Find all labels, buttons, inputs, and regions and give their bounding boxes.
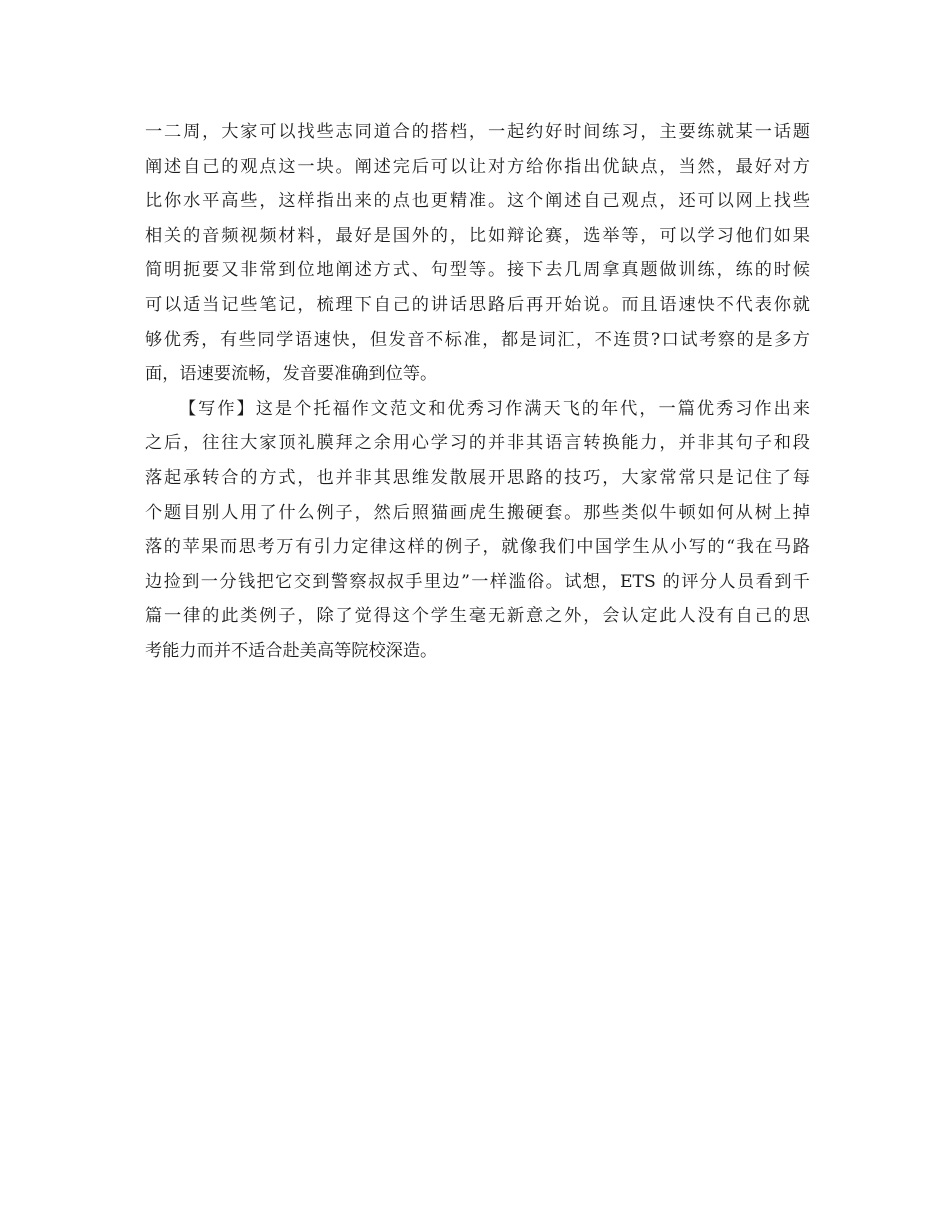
paragraph-line: 面，语速要流畅，发音要准确到位等。 [145,364,438,385]
paragraph-line: 可以适当记些笔记，梳理下自己的讲话思路后再开始说。而且语速快不代表你就 [145,294,810,315]
paragraph-line: 考能力而并不适合赴美高等院校深造。 [145,640,438,661]
paragraph-line: 落起承转合的方式，也并非其思维发散展开思路的技巧，大家常常只是记住了每 [145,467,810,488]
paragraph-line: 比你水平高些，这样指出来的点也更精准。这个阐述自己观点，还可以网上找些 [145,191,810,212]
paragraph-line: 篇一律的此类例子，除了觉得这个学生毫无新意之外，会认定此人没有自己的思 [145,606,810,627]
paragraph-line: 个题目别人用了什么例子，然后照猫画虎生搬硬套。那些类似牛顿如何从树上掉 [145,502,810,523]
paragraph-line: 【写作】这是个托福作文范文和优秀习作满天飞的年代，一篇优秀习作出来 [179,398,810,419]
paragraph-line: 阐述自己的观点这一块。阐述完后可以让对方给你指出优缺点，当然，最好对方 [145,156,810,177]
paragraph-line: 边捡到一分钱把它交到警察叔叔手里边”一样滥俗。试想，ETS 的评分人员看到千 [145,571,810,592]
paragraph-writing [145,392,810,669]
paragraph-line: 之后，往往大家顶礼膜拜之余用心学习的并非其语言转换能力，并非其句子和段 [145,433,810,454]
paragraph-line: 一二周，大家可以找些志同道合的搭档，一起约好时间练习，主要练就某一话题 [145,122,810,142]
paragraph-line: 相关的音频视频材料，最好是国外的，比如辩论赛，选举等，可以学习他们如果 [145,225,810,246]
document-body [145,115,810,669]
paragraph-speaking-practice [145,115,810,392]
paragraph-line: 落的苹果而思考万有引力定律这样的例子，就像我们中国学生从小写的“我在马路 [145,537,810,558]
paragraph-line: 简明扼要又非常到位地阐述方式、句型等。接下去几周拿真题做训练，练的时候 [145,260,810,281]
paragraph-line: 够优秀，有些同学语速快，但发音不标准，都是词汇，不连贯?口试考察的是多方 [145,329,810,350]
